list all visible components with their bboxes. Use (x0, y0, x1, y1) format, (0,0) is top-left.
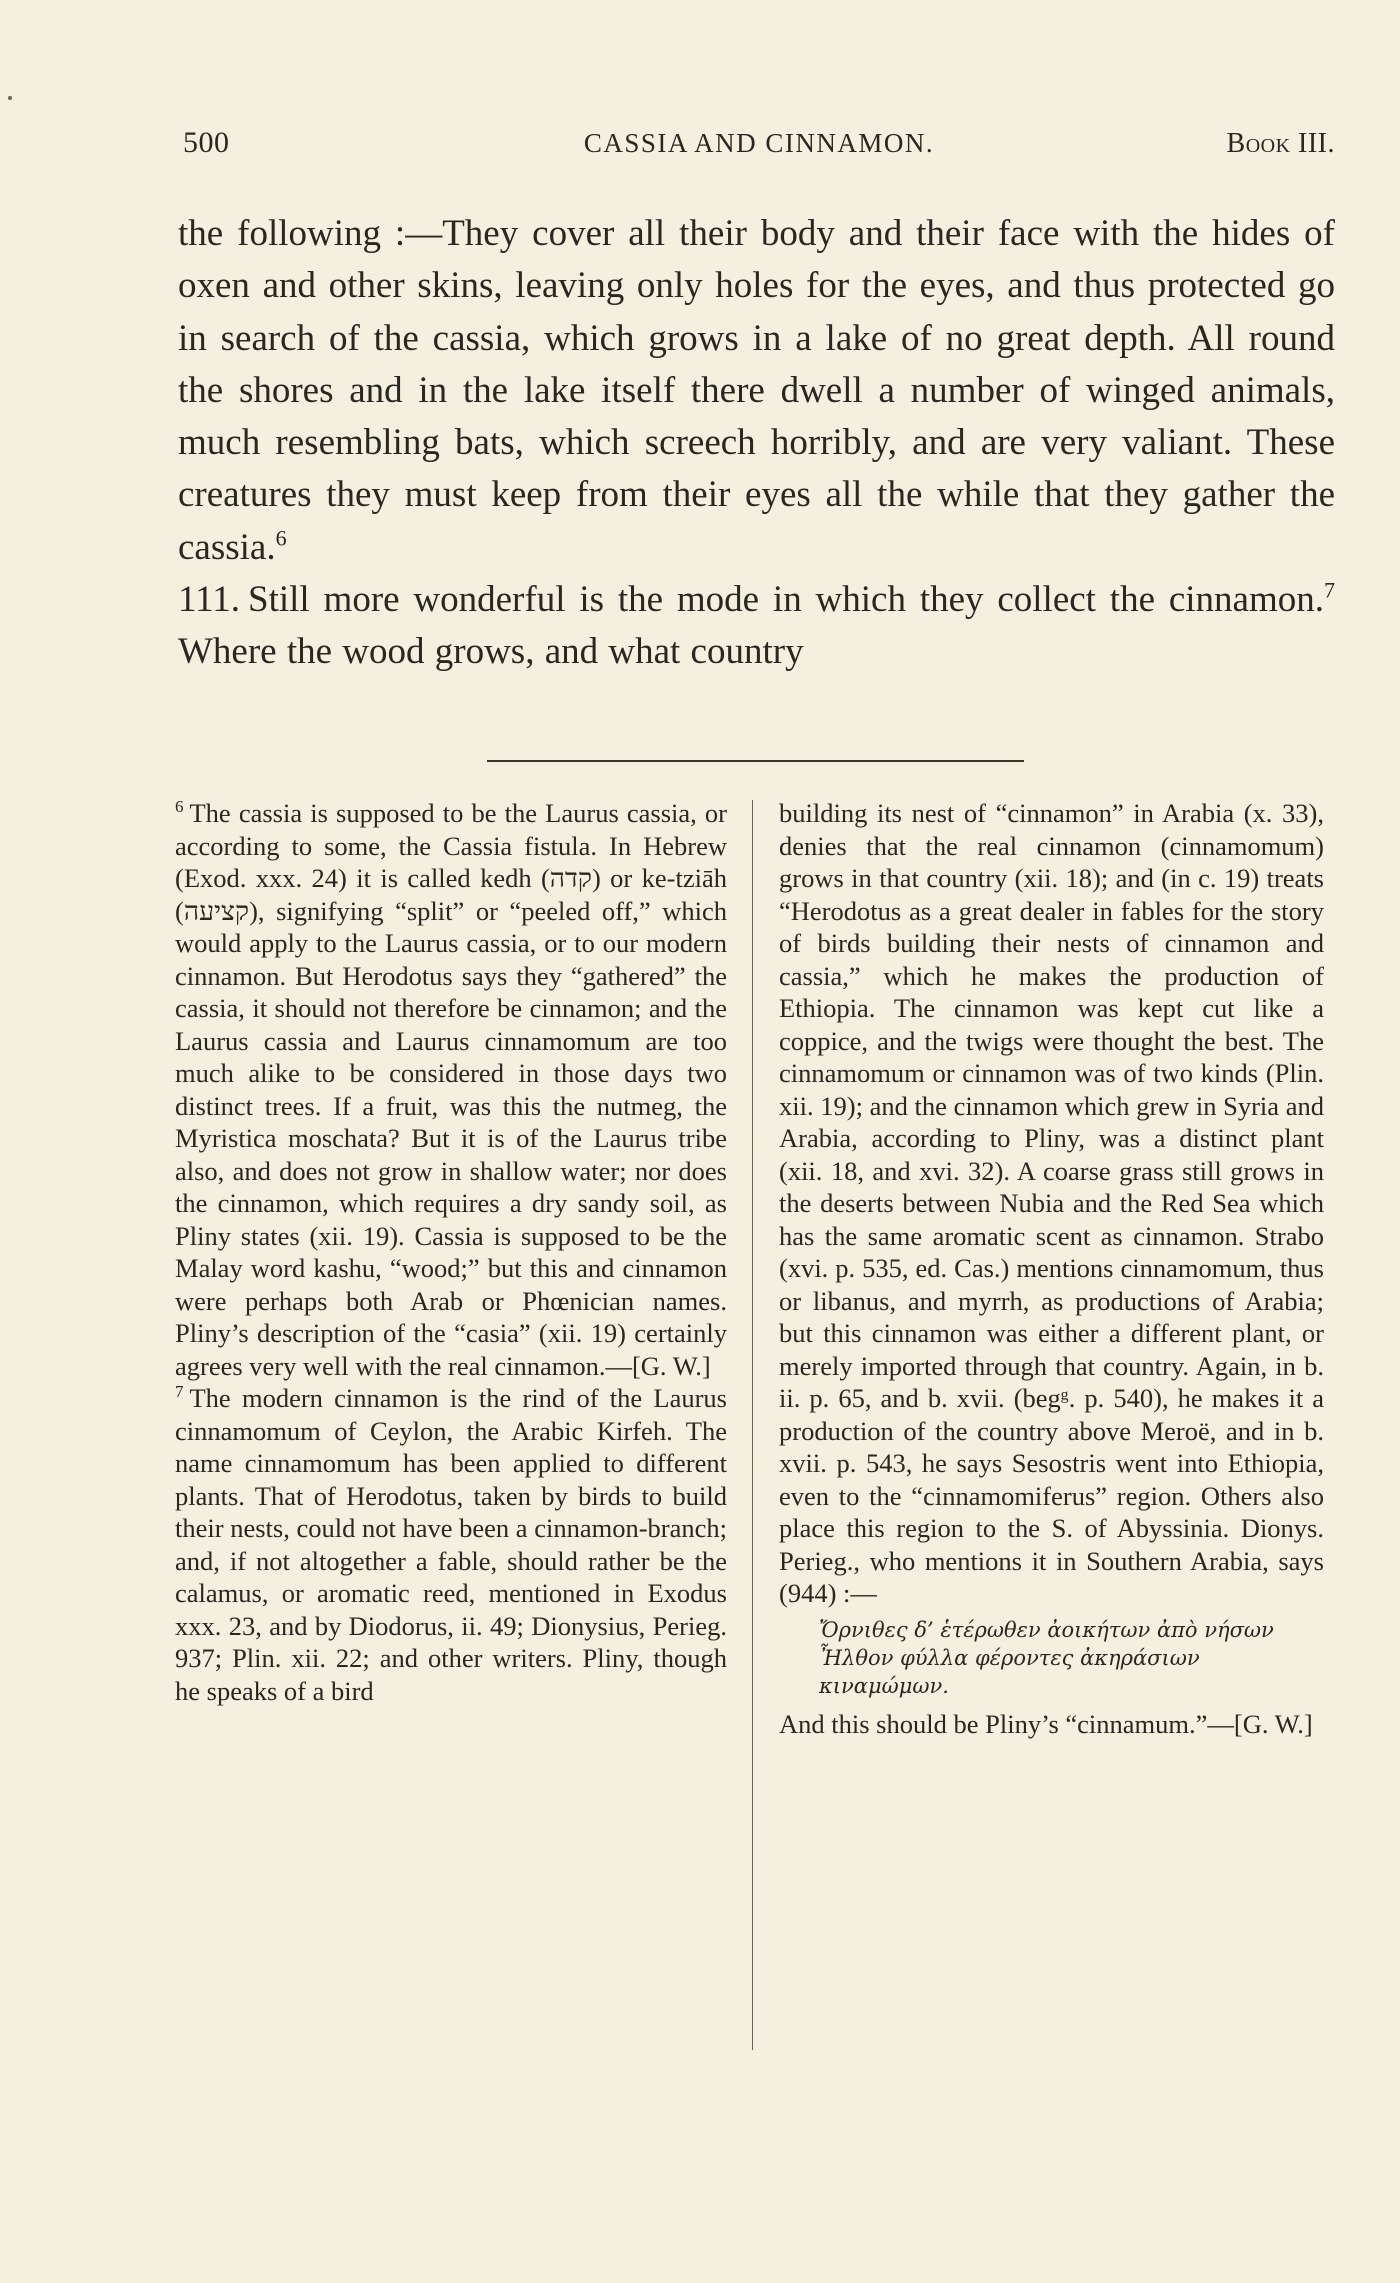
paragraph-text: Still more wonderful is the mode in which they collect the cinnamon. (248, 579, 1324, 621)
greek-quotation (779, 1616, 1324, 1700)
footnote-text: The modern cinnamon is the rind of the Laurus cinnamomum of Ceylon, the Arabic Kirfeh. The name cinnamomum has been applied to different plants. That of Herodotus, taken by birds to build their nests, could not have been a cinnamon-branch; and, if not altogether a fable, should rather be the calamus, or aromatic reed, mentioned in Exodus xxx. 23, and by Diodorus, ii. 49; Dionysius, Perieg. 937; Plin. xii. 22; and other writers. Pliny, though he speaks of a bird (175, 1383, 727, 1706)
section-paragraph (178, 574, 1335, 679)
greek-line: Ὄρνιθες δ’ ἑτέρωθεν ἀοικήτων ἀπὸ νήσων (819, 1617, 1274, 1642)
note-reference: 7 (1324, 577, 1335, 603)
footnote-mark: 6 (175, 797, 184, 817)
section-number: 111. (178, 579, 241, 621)
paragraph-text: Where the wood grows, and what country (178, 631, 804, 673)
greek-line: Ἦλθον φύλλα φέροντες ἀκηράσιων κιναμώμων. (819, 1645, 1200, 1698)
paragraph-text: the following :—They cover all their body and their face with the hides of oxen and other skins, leaving only holes for the eyes, and thus protected go in search of the cassia, which grows in a lake of no great depth. All round the shores and in the lake itself there dwell a number of winged animals, much resembling bats, which screech horribly, and are very valiant. These creatures they must keep from their eyes all the while that they gather the cassia. (178, 213, 1335, 568)
footnote-rule (487, 760, 1024, 762)
footnote-text: The cassia is supposed to be the Laurus cassia, or according to some, the Cassia fistula. In Hebrew (Exod. xxx. 24) it is called kedh (קדה) or ke-tziāh (קציעה), signifying “split” or “peeled off,” which would apply to the Laurus cassia, or to our modern cinnamon. But Herodotus says they “gathered” the cassia, it should not therefore be cinnamon; and the Laurus cassia and Laurus cinnamomum are too much alike to be considered in those days two distinct trees. If a fruit, was this the nutmeg, the Myristica moschata? But it is of the Laurus tribe also, and does not grow in shallow water; nor does the cinnamon, which requires a dry sandy soil, as Pliny states (xii. 19). Cassia is supposed to be the Malay word kashu, “wood;” but this and cinnamon were perhaps both Arab or Phœnician names. Pliny’s description of the “casia” (xii. 19) certainly agrees very well with the real cinnamon.—[G. W.] (175, 798, 727, 1381)
footnote-7 (175, 1382, 727, 1707)
footnote-6 (175, 797, 727, 1382)
footnote-7-continued: building its nest of “cinnamon” in Arabia (x. 33), denies that the real cinnamon (cinnamomum) grows in that country (xii. 18); and (in c. 19) treats “Herodotus as a great dealer in fables for the story of birds building their nests of cinnamon and cassia,” which he makes the production of Ethiopia. The cinnamon was kept cut like a coppice, and the twigs were thought the best. The cinnamomum or cinnamon was of two kinds (Plin. xii. 19); and the cinnamon which grew in Syria and Arabia, according to Pliny, was a distinct plant (xii. 18, and xvi. 32). A coarse grass still grows in the deserts between Nubia and the Red Sea which has the same aromatic scent as cinnamon. Strabo (xvi. p. 535, ed. Cas.) mentions cinnamomum, thus or libanus, and myrrh, as productions of Arabia; but this cinnamon was either a different plant, or merely imported through that country. Again, in b. ii. p. 65, and b. xvii. (begᵍ. p. 540), he makes it a production of the country above Meroë, and in b. xvii. p. 543, he says Sesostris went into Ethiopia, even to the “cinnamomiferus” region. Others also place this region to the S. of Abyssinia. Dionys. Perieg., who mentions it in Southern Arabia, says (944) :— (779, 798, 1324, 1608)
note-reference: 6 (275, 525, 287, 551)
running-header (183, 126, 1335, 166)
running-title: CASSIA AND CINNAMON. (583, 128, 935, 158)
main-text (178, 208, 1335, 679)
book-label: Book III. (1226, 128, 1335, 159)
paragraph (178, 208, 1335, 574)
footnotes-right-column (779, 797, 1324, 1740)
margin-mark (8, 96, 12, 100)
footnote-7-end: And this should be Pliny’s “cinnamum.”—[G. W.] (779, 1708, 1313, 1739)
footnotes-left-column (175, 797, 727, 1707)
page-number: 500 (183, 126, 230, 159)
column-divider (752, 800, 753, 2050)
footnote-mark: 7 (175, 1382, 184, 1402)
